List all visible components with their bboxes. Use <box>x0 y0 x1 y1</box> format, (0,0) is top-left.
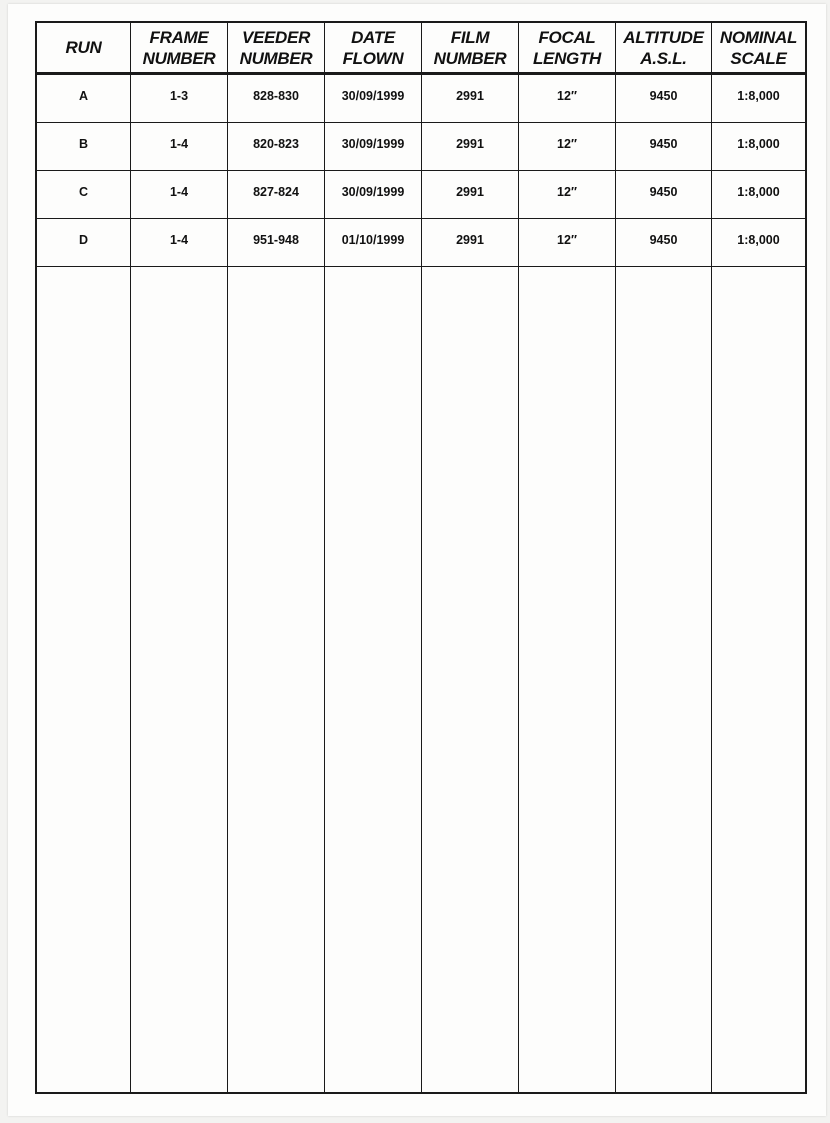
empty-cell <box>422 267 519 1092</box>
table-cell-focal-length: 12″ <box>519 123 616 171</box>
header-veeder-number: VEEDER NUMBER <box>228 23 325 75</box>
table-cell-veeder-number: 827-824 <box>228 171 325 219</box>
empty-cell <box>712 267 805 1092</box>
table-cell-altitude: 9450 <box>616 219 712 267</box>
table-cell-veeder-number: 820-823 <box>228 123 325 171</box>
header-frame-number: FRAME NUMBER <box>131 23 228 75</box>
table-cell-film-number: 2991 <box>422 171 519 219</box>
table-cell-date-flown: 30/09/1999 <box>325 171 422 219</box>
table-cell-date-flown: 30/09/1999 <box>325 123 422 171</box>
table-cell-altitude: 9450 <box>616 123 712 171</box>
header-altitude-asl: ALTITUDE A.S.L. <box>616 23 712 75</box>
table-cell-film-number: 2991 <box>422 219 519 267</box>
table-cell-focal-length: 12″ <box>519 171 616 219</box>
table-cell-veeder-number: 951-948 <box>228 219 325 267</box>
table-cell-nominal-scale: 1:8,000 <box>712 75 805 123</box>
table-cell-focal-length: 12″ <box>519 219 616 267</box>
table-cell-run: D <box>37 219 131 267</box>
empty-cell <box>519 267 616 1092</box>
empty-cell <box>616 267 712 1092</box>
empty-cell <box>325 267 422 1092</box>
header-run: RUN <box>37 23 131 75</box>
table-cell-run: C <box>37 171 131 219</box>
header-film-number: FILM NUMBER <box>422 23 519 75</box>
empty-cell <box>131 267 228 1092</box>
header-date-flown: DATE FLOWN <box>325 23 422 75</box>
table-cell-altitude: 9450 <box>616 75 712 123</box>
table-cell-focal-length: 12″ <box>519 75 616 123</box>
document-sheet <box>8 4 826 1116</box>
table-cell-film-number: 2991 <box>422 75 519 123</box>
table-cell-frame-number: 1-4 <box>131 219 228 267</box>
table-cell-nominal-scale: 1:8,000 <box>712 171 805 219</box>
table-cell-frame-number: 1-3 <box>131 75 228 123</box>
empty-cell <box>37 267 131 1092</box>
table-cell-run: B <box>37 123 131 171</box>
table-cell-film-number: 2991 <box>422 123 519 171</box>
table-cell-nominal-scale: 1:8,000 <box>712 123 805 171</box>
flight-log-table <box>35 21 807 1094</box>
table-cell-frame-number: 1-4 <box>131 171 228 219</box>
table-cell-nominal-scale: 1:8,000 <box>712 219 805 267</box>
table-cell-veeder-number: 828-830 <box>228 75 325 123</box>
table-cell-date-flown: 30/09/1999 <box>325 75 422 123</box>
table-cell-run: A <box>37 75 131 123</box>
table-cell-altitude: 9450 <box>616 171 712 219</box>
header-nominal-scale: NOMINAL SCALE <box>712 23 805 75</box>
empty-cell <box>228 267 325 1092</box>
table-cell-date-flown: 01/10/1999 <box>325 219 422 267</box>
table-cell-frame-number: 1-4 <box>131 123 228 171</box>
header-focal-length: FOCAL LENGTH <box>519 23 616 75</box>
